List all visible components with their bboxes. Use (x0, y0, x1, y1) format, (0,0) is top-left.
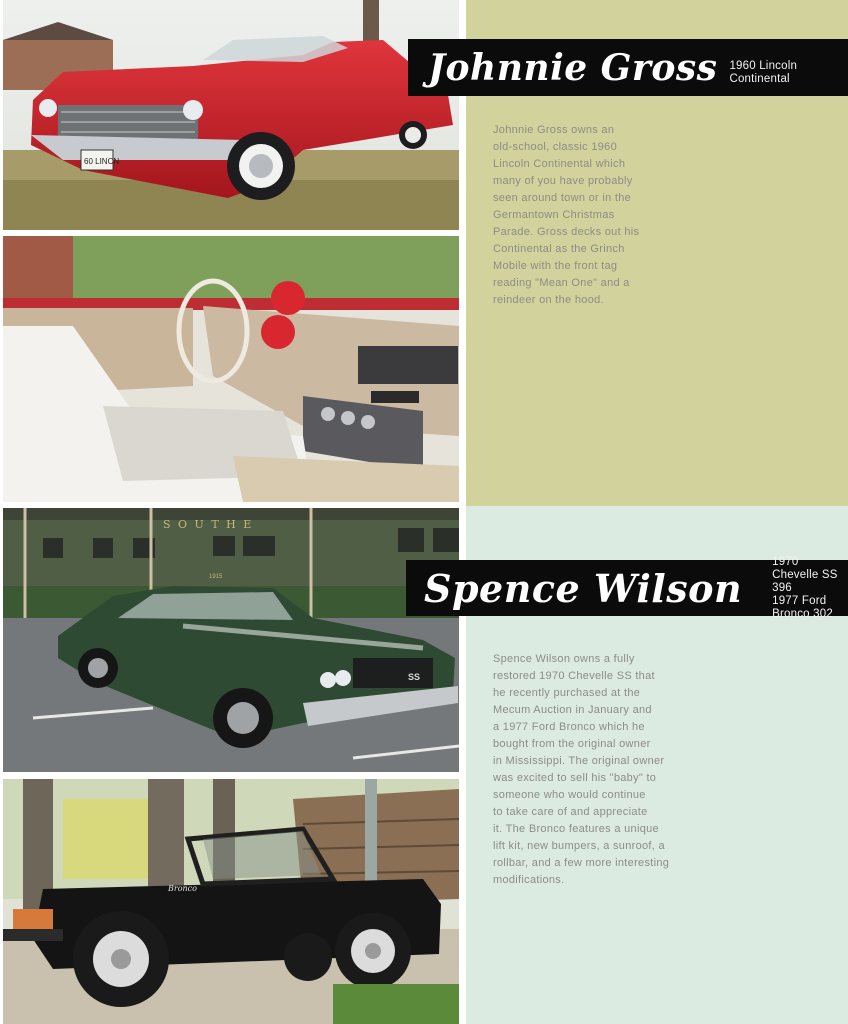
train-number: 1915 (209, 574, 223, 580)
car-label: 1960 Lincoln Continental (729, 59, 798, 85)
lincoln-exterior-photo (3, 0, 459, 230)
owner-name: Spence Wilson (424, 565, 743, 611)
chevelle-badge: SS (408, 672, 421, 682)
car-label: 1970 Chevelle SS 396 (772, 555, 838, 594)
chevelle-photo (3, 508, 459, 772)
car-label: 1977 Ford Bronco 302 (772, 594, 833, 620)
spence-wilson-banner (406, 555, 848, 620)
bronco-photo (3, 779, 459, 1024)
spence-wilson-description: Spence Wilson owns a fully restored 1970 Chevelle SS that he recently purchased at the Mecum Auction in January and a 1977 Ford Bronco which he bought from the original owner in Mississippi. The original owner was excited to sell his "baby" to someone who would continue to take care of and appreciate it. The Bronco features a unique lift kit, new bumpers, a sunroof, a rollbar, and a few more interesting modifications. (493, 653, 670, 886)
johnnie-gross-banner (408, 39, 848, 96)
owner-name: Johnnie Gross (428, 46, 718, 89)
bronco-badge: Bronco (168, 884, 197, 893)
train-lettering: S O U T H E (163, 518, 254, 531)
johnnie-gross-description: Johnnie Gross owns an old-school, classic 1960 Lincoln Continental which many of you have probably seen around town or in the Germantown Christmas Parade. Gross decks out his Continental as the Grinch Mobile with the front tag reading "Mean One" and a reindeer on the hood. (493, 124, 640, 306)
lincoln-plate-text: 60 LINCN (84, 157, 120, 166)
car-list (772, 556, 848, 621)
lincoln-interior-photo (3, 236, 459, 502)
